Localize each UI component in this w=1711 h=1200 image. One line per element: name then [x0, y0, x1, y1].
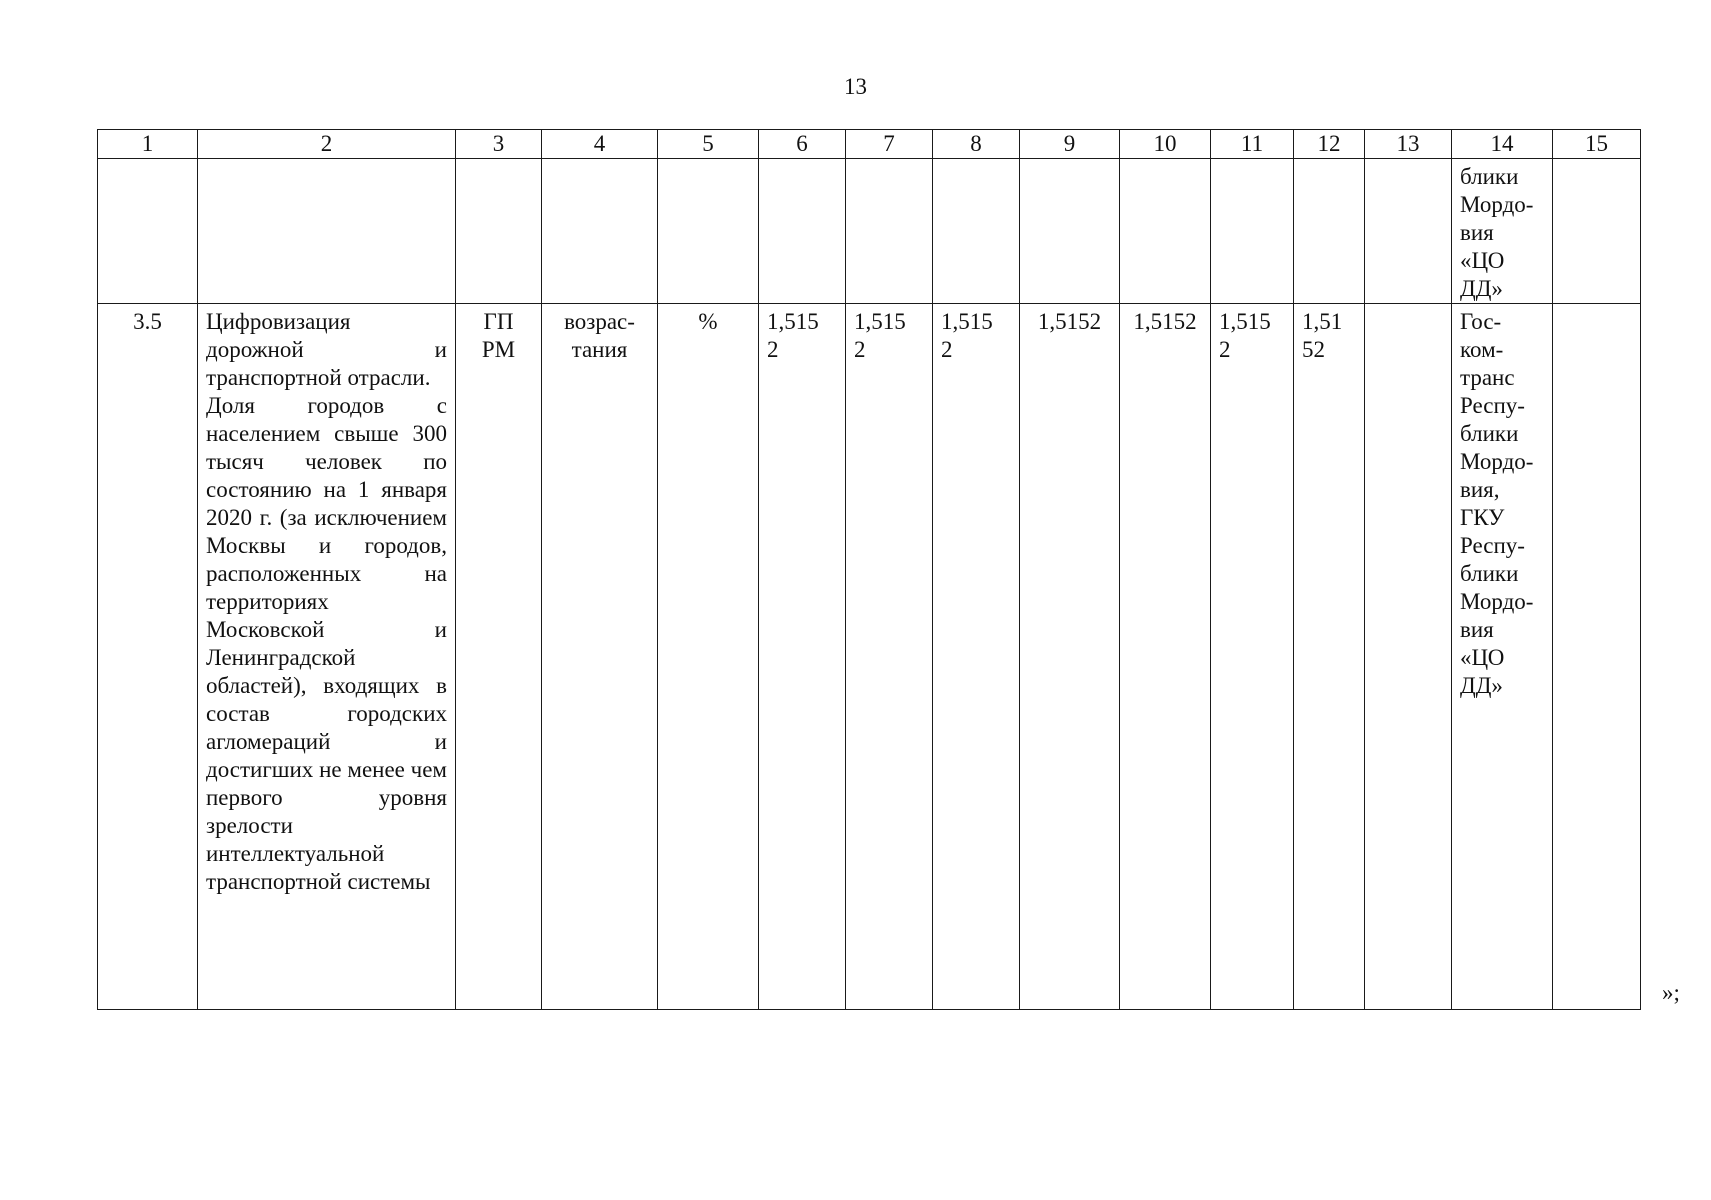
table-cell — [1211, 304, 1294, 1010]
closing-quote-mark: »; — [1662, 980, 1680, 1005]
indicator-value: 1,5152 — [1037, 309, 1102, 334]
table-cell — [456, 159, 542, 304]
page-number: 13 — [844, 74, 867, 99]
column-header: 8 — [933, 130, 1020, 159]
indicator-value: 1,515 2 — [941, 309, 993, 362]
table-header-row — [98, 130, 1641, 159]
table-cell — [658, 159, 759, 304]
column-header: 7 — [846, 130, 933, 159]
indicators-table — [97, 129, 1641, 1010]
table-cell — [1294, 304, 1365, 1010]
indicator-value: 1,51 52 — [1302, 309, 1343, 362]
indicator-value: 1,515 2 — [1219, 309, 1271, 362]
table-cell — [1211, 159, 1294, 304]
column-header: 10 — [1120, 130, 1211, 159]
indicator-level: ГП РМ — [481, 309, 516, 362]
table-cell — [1020, 304, 1120, 1010]
column-header: 1 — [98, 130, 198, 159]
column-header: 3 — [456, 130, 542, 159]
indicator-value: 1,515 2 — [854, 309, 906, 362]
column-header: 2 — [198, 130, 456, 159]
table-cell — [759, 304, 846, 1010]
column-header: 9 — [1020, 130, 1120, 159]
table-cell — [456, 304, 542, 1010]
table-cell — [198, 304, 456, 1010]
table-cell — [198, 159, 456, 304]
table-cell — [933, 304, 1020, 1010]
table-cell — [1365, 304, 1452, 1010]
table-cell — [1365, 159, 1452, 304]
responsible-executor: Гос- ком- транс Респу- блики Мордо- вия, ГКУ Респу- блики Мордо- вия «ЦО ДД» — [1460, 309, 1534, 698]
table-cell — [1120, 304, 1211, 1010]
column-header: 12 — [1294, 130, 1365, 159]
table-cell — [542, 304, 658, 1010]
table-row-continuation — [98, 159, 1641, 304]
table-cell — [1452, 304, 1553, 1010]
table-cell — [933, 159, 1020, 304]
column-header: 5 — [658, 130, 759, 159]
indicator-value: 1,5152 — [1133, 309, 1197, 334]
indicator-trend: возрас- тания — [564, 309, 635, 362]
indicator-unit: % — [698, 309, 718, 334]
table-cell — [759, 159, 846, 304]
table-cell — [846, 159, 933, 304]
table-cell — [1294, 159, 1365, 304]
column-header: 13 — [1365, 130, 1452, 159]
table-cell — [1553, 304, 1641, 1010]
column-header: 11 — [1211, 130, 1294, 159]
table-cell — [658, 304, 759, 1010]
column-header: 14 — [1452, 130, 1553, 159]
table-cell — [846, 304, 933, 1010]
table-cell — [98, 159, 198, 304]
table-cell — [1020, 159, 1120, 304]
indicator-note-empty — [1553, 304, 1640, 308]
indicator-name: Цифровизация дорожной и транспортной отрасли. Доля городов с населением свыше 300 тысяч человек по состоянию на 1 января 2020 г. (за исключением Москвы и городов, расположенных на территориях Московской и Ленинградской областей), входящих в состав городских агломераций и достигших не менее чем первого уровня зрелости интеллектуальной транспортной системы — [206, 309, 447, 894]
table-cell — [542, 159, 658, 304]
column-header: 6 — [759, 130, 846, 159]
indicator-value: 1,515 2 — [767, 309, 819, 362]
table-cell — [1553, 159, 1641, 304]
table-cell — [1120, 159, 1211, 304]
column-header: 15 — [1553, 130, 1641, 159]
row-number: 3.5 — [133, 309, 162, 334]
indicator-value-empty — [1365, 304, 1451, 308]
column-header: 4 — [542, 130, 658, 159]
table-row-3-5 — [98, 304, 1641, 1010]
responsible-executor-continued: блики Мордо- вия «ЦО ДД» — [1460, 164, 1534, 301]
table-cell — [98, 304, 198, 1010]
table-cell — [1452, 159, 1553, 304]
